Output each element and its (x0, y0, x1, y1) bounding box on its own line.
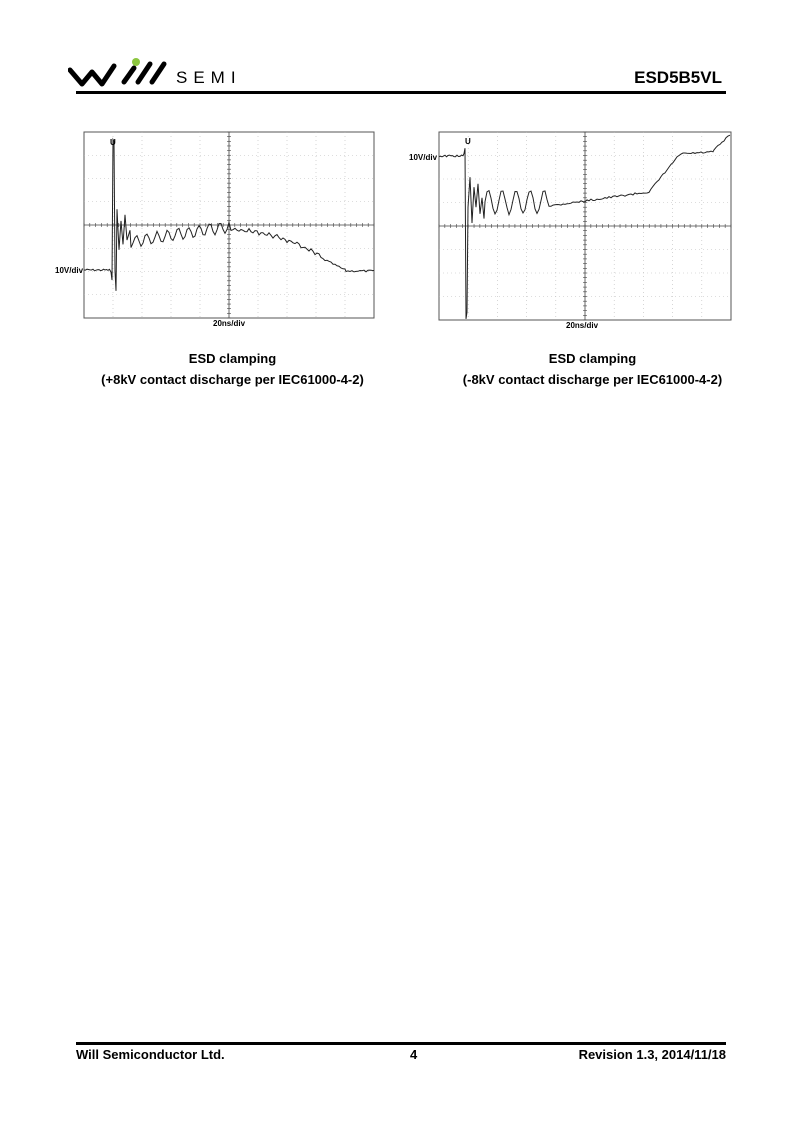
volts-per-div-label: 10V/div (409, 153, 438, 162)
caption-title: ESD clamping (548, 351, 637, 366)
scope-plot-negative-svg (408, 128, 738, 333)
time-per-div-label: 20ns/div (213, 319, 246, 328)
scope-plot-positive (55, 130, 385, 330)
caption-positive (80, 348, 385, 390)
caption-detail: (-8kV contact discharge per IEC61000-4-2) (462, 372, 723, 387)
trigger-marker-label: U (465, 137, 471, 146)
part-number: ESD5B5VL (634, 68, 722, 87)
caption-negative (440, 348, 745, 390)
scope-plot-negative (408, 128, 738, 333)
scope-plot-positive-svg (55, 130, 385, 330)
footer-revision: Revision 1.3, 2014/11/18 (578, 1047, 726, 1062)
volts-per-div-label: 10V/div (55, 266, 84, 275)
footer-divider (76, 1042, 726, 1045)
footer-page-number: 4 (410, 1047, 418, 1062)
footer-company: Will Semiconductor Ltd. (76, 1047, 225, 1062)
caption-detail: (+8kV contact discharge per IEC61000-4-2) (101, 372, 364, 387)
header-divider (76, 91, 726, 94)
logo-text: SEMI (176, 68, 242, 87)
logo-dot-icon (132, 58, 140, 66)
caption-title: ESD clamping (188, 351, 277, 366)
time-per-div-label: 20ns/div (566, 321, 599, 330)
trigger-marker-label: U (110, 138, 116, 147)
